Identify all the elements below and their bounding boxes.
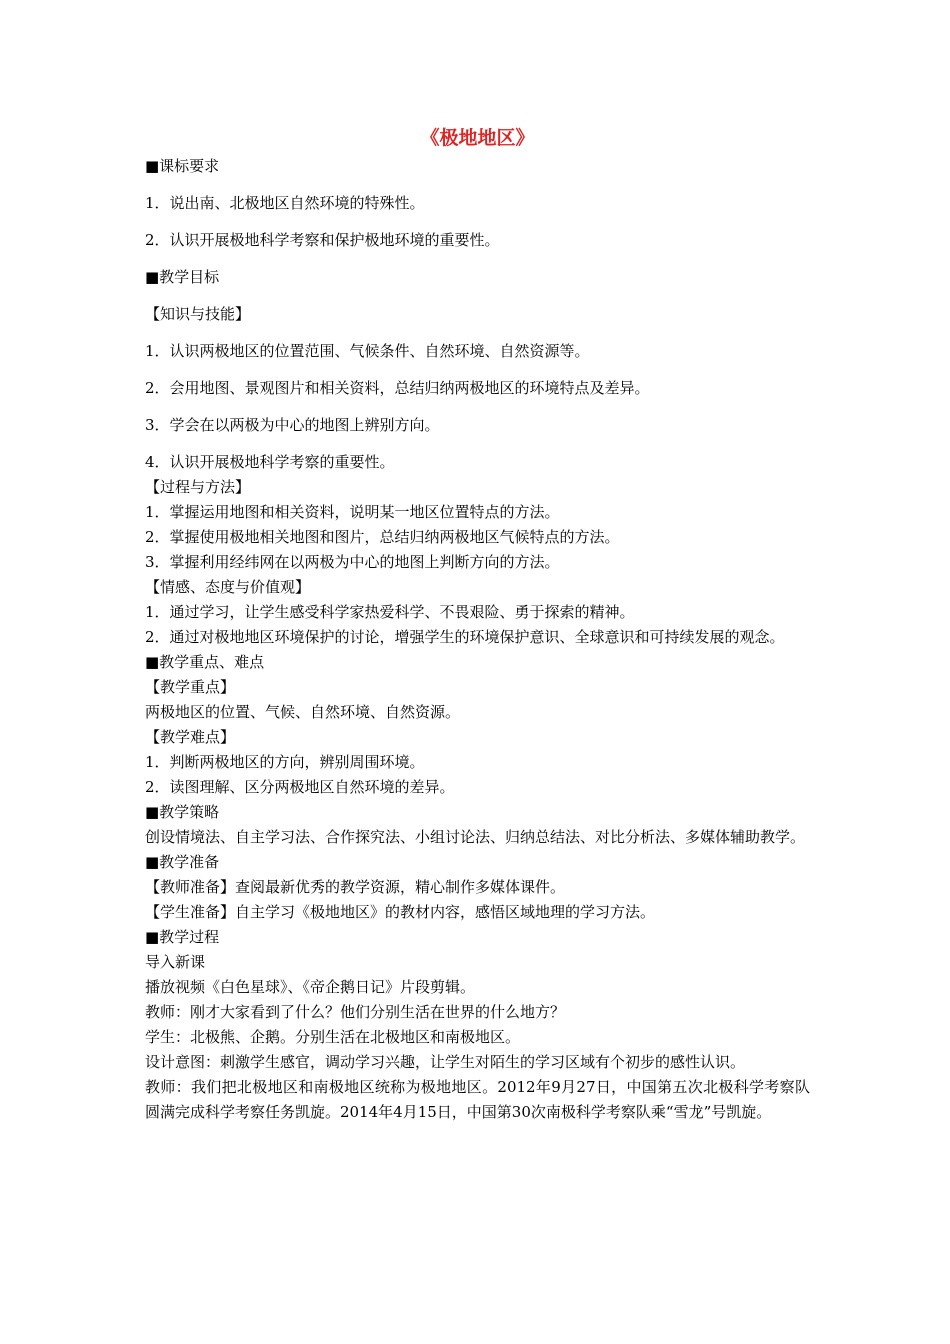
section-heading-kebiao: ■课标要求: [145, 157, 220, 175]
subheading-nandian: 【教学难点】: [145, 728, 236, 746]
subheading-zhongdian: 【教学重点】: [145, 678, 236, 696]
paragraph: 设计意图：刺激学生感官，调动学习兴趣，让学生对陌生的学习区域有个初步的感性认识。: [145, 1053, 746, 1071]
list-item: 3．掌握利用经纬网在以两极为中心的地图上判断方向的方法。: [145, 553, 560, 571]
list-item: 1．说出南、北极地区自然环境的特殊性。: [145, 194, 425, 212]
subheading-guocheng: 【过程与方法】: [145, 478, 251, 496]
list-item: 1．通过学习，让学生感受科学家热爱科学、不畏艰险、勇于探索的精神。: [145, 603, 635, 621]
section-heading-zhunbei: ■教学准备: [145, 853, 220, 871]
subheading-qinggan: 【情感、态度与价值观】: [145, 578, 311, 596]
subheading-zhishi: 【知识与技能】: [145, 305, 251, 323]
list-item: 2．通过对极地地区环境保护的讨论，增强学生的环境保护意识、全球意识和可持续发展的观念。: [145, 628, 785, 646]
paragraph: 两极地区的位置、气候、自然环境、自然资源。: [145, 703, 461, 721]
list-item: 4．认识开展极地科学考察的重要性。: [145, 453, 395, 471]
section-heading-guocheng: ■教学过程: [145, 928, 220, 946]
page-title: 《极地地区》: [420, 127, 535, 149]
paragraph: 教师：我们把北极地区和南极地区统称为极地地区。2012年9月27日，中国第五次北极科学考察队圆满完成科学考察任务凯旋。2014年4月15日，中国第30次南极科学考察队乘“雪龙”号凯旋。: [145, 1078, 810, 1121]
paragraph: 教师：刚才大家看到了什么？他们分别生活在世界的什么地方？: [145, 1003, 566, 1021]
section-heading-celue: ■教学策略: [145, 803, 220, 821]
list-item: 2．读图理解、区分两极地区自然环境的差异。: [145, 778, 455, 796]
paragraph: 创设情境法、自主学习法、合作探究法、小组讨论法、归纳总结法、对比分析法、多媒体辅助教学。: [145, 828, 806, 846]
list-item: 2．掌握使用极地相关地图和图片，总结归纳两极地区气候特点的方法。: [145, 528, 620, 546]
paragraph: 【教师准备】查阅最新优秀的教学资源，精心制作多媒体课件。: [145, 878, 566, 896]
section-heading-mubiao: ■教学目标: [145, 268, 220, 286]
paragraph: 【学生准备】自主学习《极地地区》的教材内容，感悟区域地理的学习方法。: [145, 903, 656, 921]
section-heading-zhongdian: ■教学重点、难点: [145, 653, 265, 671]
list-item: 3．学会在以两极为中心的地图上辨别方向。: [145, 416, 440, 434]
list-item: 2．认识开展极地科学考察和保护极地环境的重要性。: [145, 231, 500, 249]
paragraph: 播放视频《白色星球》、《帝企鹅日记》片段剪辑。: [145, 978, 476, 996]
paragraph: 导入新课: [145, 953, 206, 971]
list-item: 1．掌握运用地图和相关资料，说明某一地区位置特点的方法。: [145, 503, 560, 521]
document-page: [145, 124, 810, 1125]
list-item: 1．判断两极地区的方向，辨别周围环境。: [145, 753, 425, 771]
list-item: 1．认识两极地区的位置范围、气候条件、自然环境、自然资源等。: [145, 342, 590, 360]
list-item: 2．会用地图、景观图片和相关资料，总结归纳两极地区的环境特点及差异。: [145, 379, 650, 397]
paragraph: 学生：北极熊、企鹅。分别生活在北极地区和南极地区。: [145, 1028, 521, 1046]
